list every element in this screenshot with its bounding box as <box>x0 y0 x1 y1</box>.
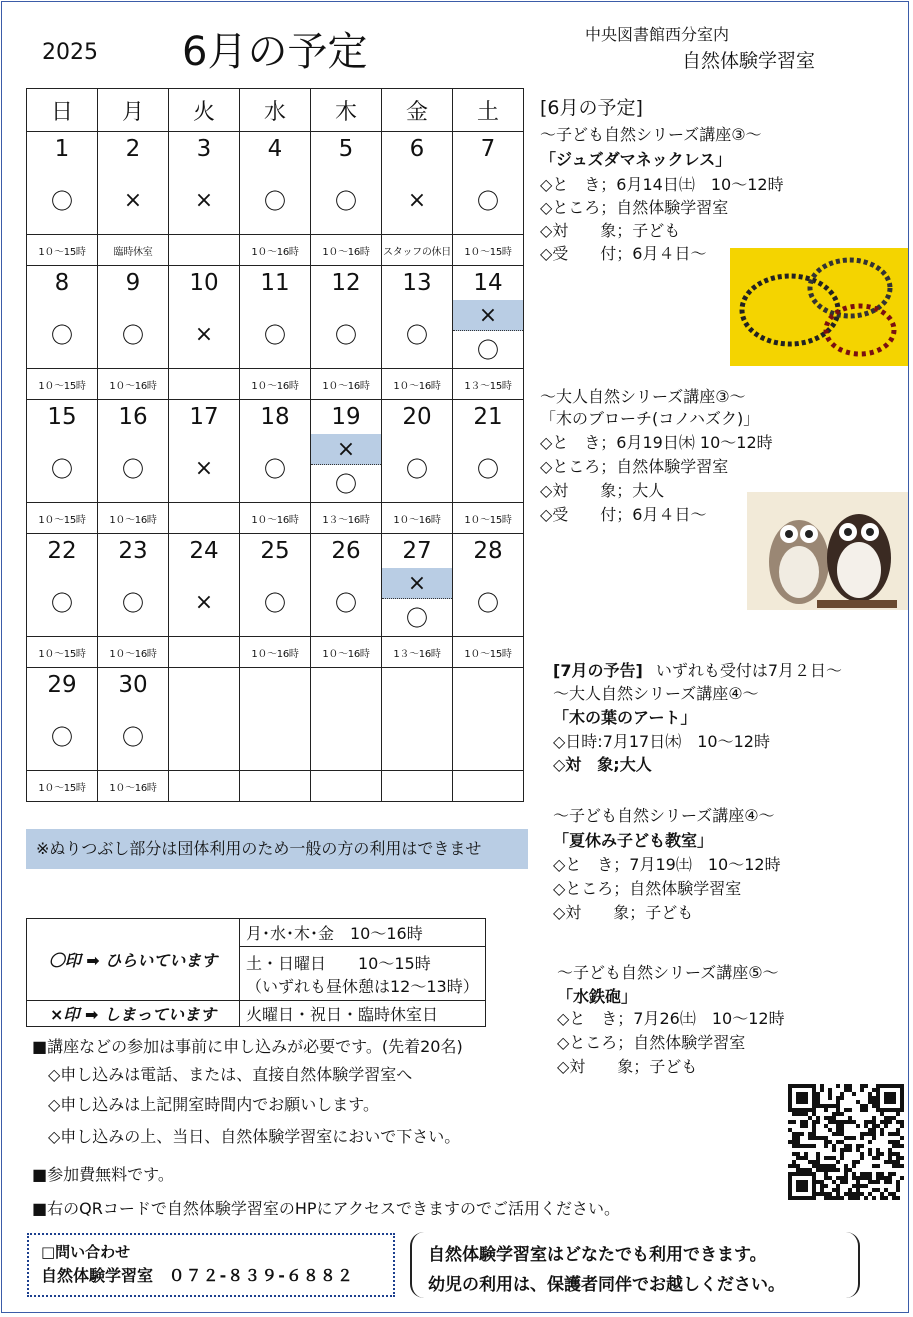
availability-mark <box>240 702 311 771</box>
weekday-header: 金 <box>382 89 453 132</box>
day-hours: 1０～16時 <box>240 503 311 534</box>
welcome-line-2: 幼児の利用は、保護者同伴でお越しください。 <box>428 1275 785 1295</box>
day-hours: 1０～15時 <box>27 235 98 266</box>
june-event-1-where: ◇ところ；自然体験学習室 <box>540 198 729 217</box>
day-hours: 1０～15時 <box>27 637 98 668</box>
availability-mark: 〇 <box>27 702 98 771</box>
day-number: 27 <box>382 534 453 569</box>
open-hours-weekend <box>240 947 486 1001</box>
day-number: 18 <box>240 400 311 435</box>
beads-necklace-photo <box>730 248 908 366</box>
day-number: 25 <box>240 534 311 569</box>
day-number: 22 <box>27 534 98 569</box>
day-hours: 1０～16時 <box>98 369 169 400</box>
day-hours: 1０～15時 <box>27 503 98 534</box>
contact-phone[interactable]: ０７２-８３９-６８８２ <box>168 1266 354 1285</box>
day-number: 14 <box>453 266 524 301</box>
july-heading <box>553 658 842 681</box>
day-number: 13 <box>382 266 453 301</box>
group-use-mark: × <box>382 568 452 599</box>
july-event-3-when: ◇と き；7月26㈯ 10～12時 <box>557 1009 785 1028</box>
day-number: 4 <box>240 132 311 167</box>
day-number: 1 <box>27 132 98 167</box>
day-hours: 1０～16時 <box>98 771 169 802</box>
contact-name: 自然体験学習室 <box>41 1266 154 1285</box>
june-event-2-series: ～大人自然シリーズ講座③～ <box>540 387 746 406</box>
day-number: 8 <box>27 266 98 301</box>
welcome-box <box>410 1232 860 1298</box>
july-event-2-series: ～子ども自然シリーズ講座④～ <box>553 806 775 825</box>
public-use-mark: 〇 <box>476 339 499 364</box>
availability-mark <box>311 702 382 771</box>
june-event-2-registration: ◇受 付；6月４日～ <box>540 505 707 524</box>
info-line-3: ◇申し込みは上記開室時間内でお願いします。 <box>48 1095 380 1114</box>
july-event-3-series: ～子ども自然シリーズ講座⑤～ <box>557 963 779 982</box>
day-hours: 1０～15時 <box>453 637 524 668</box>
day-hours: 1０～16時 <box>382 503 453 534</box>
split-mark <box>382 568 452 636</box>
day-number <box>169 668 240 703</box>
split-mark <box>311 434 381 502</box>
july-event-1-target: ◇対 象;大人 <box>553 755 652 774</box>
day-number: 5 <box>311 132 382 167</box>
day-number: 7 <box>453 132 524 167</box>
day-number: 26 <box>311 534 382 569</box>
availability-mark: 〇 <box>453 434 524 503</box>
availability-mark: 〇 <box>453 166 524 235</box>
open-hours-weekend-line: 土・日曜日 10～15時 <box>246 953 431 973</box>
public-use-mark: 〇 <box>405 607 428 632</box>
day-hours <box>169 503 240 534</box>
group-use-mark: × <box>453 300 523 331</box>
day-number: 30 <box>98 668 169 703</box>
info-line-2: ◇申し込みは電話、または、直接自然体験学習室へ <box>48 1065 413 1084</box>
weekday-header: 火 <box>169 89 240 132</box>
day-hours: 1０～15時 <box>453 235 524 266</box>
weekday-header: 水 <box>240 89 311 132</box>
availability-mark: 〇 <box>98 300 169 369</box>
june-event-1-name: 「ジュズダマネックレス」 <box>540 150 732 169</box>
availability-mark: × <box>382 166 453 235</box>
info-line-6: ■右のQRコードで自然体験学習室のHPにアクセスできますのでご活用ください。 <box>32 1199 621 1218</box>
day-number: 24 <box>169 534 240 569</box>
availability-mark: 〇 <box>311 300 382 369</box>
availability-mark: 〇 <box>240 434 311 503</box>
july-heading-title: [7月の予告] <box>553 661 643 680</box>
day-hours: 1０～16時 <box>311 637 382 668</box>
day-number: 10 <box>169 266 240 301</box>
june-heading: [6月の予定] <box>540 97 643 119</box>
availability-mark: 〇 <box>27 166 98 235</box>
availability-mark <box>382 702 453 771</box>
welcome-line-1: 自然体験学習室はどなたでも利用できます。 <box>428 1245 767 1265</box>
day-number: 23 <box>98 534 169 569</box>
day-number: 16 <box>98 400 169 435</box>
day-hours: 1０～16時 <box>311 369 382 400</box>
july-event-2-target: ◇対 象；子ども <box>553 903 694 922</box>
june-event-1-registration: ◇受 付；6月４日～ <box>540 244 707 263</box>
day-number: 28 <box>453 534 524 569</box>
info-line-4: ◇申し込みの上、当日、自然体験学習室においで下さい。 <box>48 1127 461 1146</box>
day-hours: 1０～16時 <box>98 503 169 534</box>
group-use-mark: × <box>311 434 381 465</box>
july-event-2-name: 「夏休み子ども教室」 <box>553 831 714 850</box>
availability-mark: 〇 <box>311 166 382 235</box>
availability-mark: 〇 <box>27 300 98 369</box>
availability-mark: 〇 <box>240 568 311 637</box>
availability-mark: × <box>98 166 169 235</box>
day-hours: 臨時休室 <box>98 235 169 266</box>
day-number: 21 <box>453 400 524 435</box>
qr-code[interactable] <box>786 1077 904 1207</box>
day-number: 11 <box>240 266 311 301</box>
organization-line-1: 中央図書館西分室内 <box>585 25 730 44</box>
day-number: 12 <box>311 266 382 301</box>
weekday-header: 月 <box>98 89 169 132</box>
june-event-1-series: ～子ども自然シリーズ講座③～ <box>540 125 762 144</box>
closed-days: 火曜日・祝日・臨時休室日 <box>240 1001 486 1027</box>
july-event-1-name: 「木の葉のアート」 <box>553 708 697 727</box>
day-number: 29 <box>27 668 98 703</box>
day-number: 17 <box>169 400 240 435</box>
day-hours <box>240 771 311 802</box>
june-event-1-when: ◇と き；6月14日㈯ 10～12時 <box>540 175 784 194</box>
availability-mark: 〇 <box>382 300 453 369</box>
organization-line-2: 自然体験学習室 <box>682 50 816 72</box>
day-hours <box>169 369 240 400</box>
day-hours <box>169 637 240 668</box>
day-hours <box>382 771 453 802</box>
availability-mark: 〇 <box>98 568 169 637</box>
day-number: 3 <box>169 132 240 167</box>
contact-box <box>27 1233 395 1297</box>
year: 2025 <box>42 40 98 65</box>
availability-mark: × <box>169 300 240 369</box>
closed-label: ×印 ➡ しまっています <box>27 1001 240 1027</box>
day-hours: 1０～16時 <box>240 235 311 266</box>
day-hours: 1０～15時 <box>27 771 98 802</box>
july-heading-note: いずれも受付は7月２日～ <box>655 661 843 680</box>
day-number <box>240 668 311 703</box>
day-number <box>453 668 524 703</box>
day-hours: 1０～16時 <box>240 637 311 668</box>
split-mark <box>453 300 523 368</box>
weekday-header: 土 <box>453 89 524 132</box>
availability-mark: × <box>169 568 240 637</box>
july-event-3-name: 「水鉄砲」 <box>557 987 638 1006</box>
day-number: 2 <box>98 132 169 167</box>
day-number: 15 <box>27 400 98 435</box>
june-event-2-target: ◇対 象；大人 <box>540 481 665 500</box>
weekday-header: 日 <box>27 89 98 132</box>
open-hours-weekday: 月･水･木･金 10～16時 <box>240 919 486 947</box>
june-event-2-where: ◇ところ；自然体験学習室 <box>540 457 729 476</box>
owl-brooch-photo <box>747 492 908 610</box>
weekday-header: 木 <box>311 89 382 132</box>
day-hours: 1０～16時 <box>382 369 453 400</box>
public-use-mark: 〇 <box>334 473 357 498</box>
day-number: 9 <box>98 266 169 301</box>
july-event-1-series: ～大人自然シリーズ講座④～ <box>553 684 759 703</box>
july-event-3-target: ◇対 象；子ども <box>557 1057 698 1076</box>
june-calendar <box>26 88 524 802</box>
info-line-1: ■講座などの参加は事前に申し込みが必要です。(先着20名) <box>32 1037 463 1056</box>
july-event-3-where: ◇ところ；自然体験学習室 <box>557 1033 746 1052</box>
page-title: 6月の予定 <box>182 29 368 75</box>
availability-mark: 〇 <box>311 568 382 637</box>
opening-hours-table <box>26 918 486 1027</box>
day-number <box>382 668 453 703</box>
contact-title: □問い合わせ <box>41 1243 131 1261</box>
day-hours <box>169 235 240 266</box>
day-hours: 1０～16時 <box>240 369 311 400</box>
june-event-2-name: 「木のブローチ(コノハズク)」 <box>540 409 760 428</box>
july-event-1-when: ◇日時:7月17日㈭ 10～12時 <box>553 732 770 751</box>
day-number: 19 <box>311 400 382 435</box>
june-event-2-when: ◇と き；6月19日㈭ 10～12時 <box>540 433 773 452</box>
day-hours: 1０～15時 <box>453 503 524 534</box>
day-hours: 1３～16時 <box>382 637 453 668</box>
availability-mark: 〇 <box>98 434 169 503</box>
availability-mark-split <box>311 434 382 503</box>
open-label: 〇印 ➡ ひらいています <box>27 919 240 1001</box>
availability-mark: 〇 <box>240 166 311 235</box>
availability-mark: 〇 <box>382 434 453 503</box>
day-number: 6 <box>382 132 453 167</box>
calendar-note: ※ぬりつぶし部分は団体利用のため一般の方の利用はできませ <box>26 829 528 869</box>
availability-mark: 〇 <box>453 568 524 637</box>
day-number <box>311 668 382 703</box>
availability-mark: 〇 <box>98 702 169 771</box>
day-hours: 1３～15時 <box>453 369 524 400</box>
day-hours: 1０～15時 <box>27 369 98 400</box>
june-event-1-target: ◇対 象；子ども <box>540 221 681 240</box>
lunch-break-note: （いずれも昼休憩は12～13時） <box>246 976 479 996</box>
day-number: 20 <box>382 400 453 435</box>
day-hours: スタッフの休日 <box>382 235 453 266</box>
day-hours <box>453 771 524 802</box>
july-event-2-where: ◇ところ；自然体験学習室 <box>553 879 742 898</box>
availability-mark-split <box>382 568 453 637</box>
day-hours <box>169 771 240 802</box>
availability-mark: 〇 <box>27 568 98 637</box>
availability-mark: × <box>169 434 240 503</box>
availability-mark-split <box>453 300 524 369</box>
availability-mark <box>453 702 524 771</box>
day-hours: 1０～16時 <box>98 637 169 668</box>
july-event-2-when: ◇と き；7月19㈯ 10～12時 <box>553 855 781 874</box>
availability-mark <box>169 702 240 771</box>
availability-mark: × <box>169 166 240 235</box>
day-hours: 1０～16時 <box>311 235 382 266</box>
day-hours <box>311 771 382 802</box>
day-hours: 1３～16時 <box>311 503 382 534</box>
availability-mark: 〇 <box>27 434 98 503</box>
availability-mark: 〇 <box>240 300 311 369</box>
info-line-5: ■参加費無料です。 <box>32 1165 174 1184</box>
contact-line <box>41 1263 354 1286</box>
